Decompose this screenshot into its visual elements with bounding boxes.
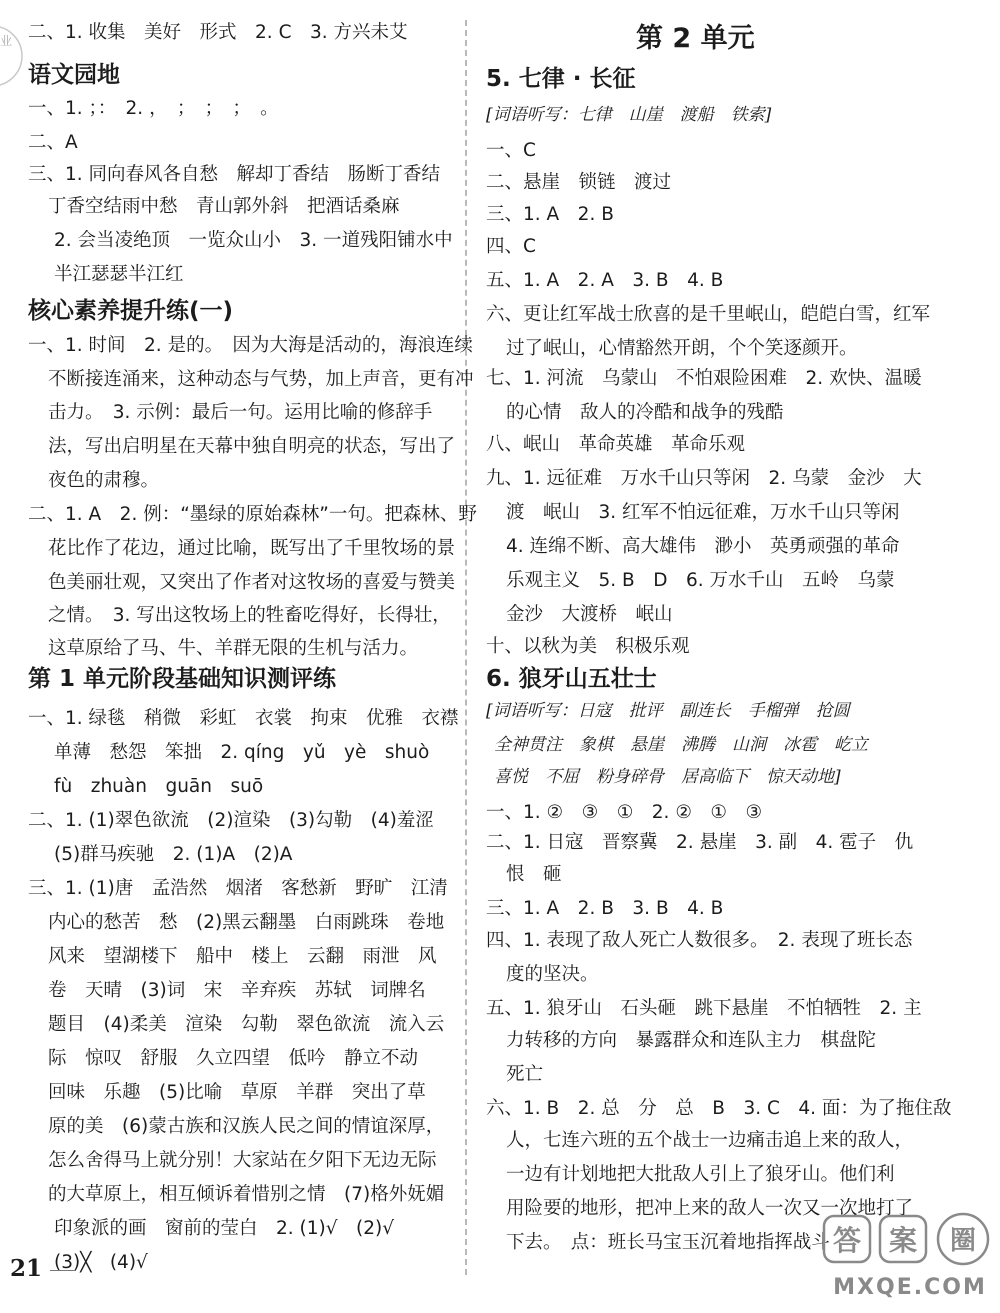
answer-line: 色美丽壮观，又突出了作者对这牧场的喜爱与赞美: [48, 572, 456, 593]
vocab-dictation: 喜悦 不屈 粉身碎骨 居高临下 惊天动地]: [494, 767, 841, 787]
answer-line: 击力。 3. 示例：最后一句。运用比喻的修辞手: [48, 402, 433, 423]
seal-text: 业: [0, 34, 13, 48]
answer-line: (3)╳ (4)√: [54, 1252, 148, 1273]
answer-line: 原的美 (6)蒙古族和汉族人民之间的情谊深厚，: [48, 1116, 445, 1137]
answer-line: 二、1. A 2. 例：“墨绿的原始森林”一句。把森林、野: [28, 504, 477, 525]
answer-line: 三、1. A 2. B 3. B 4. B: [486, 898, 724, 919]
seal-stamp: [0, 16, 24, 96]
answer-line: 力转移的方向 暴露群众和连队主力 棋盘陀: [506, 1030, 877, 1051]
section-heading-core: 核心素养提升练(一): [28, 298, 234, 324]
answer-line: 用险要的地形，把冲上来的敌人一次又一次地打了: [506, 1198, 914, 1219]
answer-line: 八、岷山 革命英雄 革命乐观: [486, 434, 746, 455]
watermark-char-2: 案: [888, 1224, 918, 1257]
answer-line: 金沙 大渡桥 岷山: [506, 604, 673, 625]
answer-line: 五、1. 狼牙山 石头砸 跳下悬崖 不怕牺牲 2. 主: [486, 998, 922, 1019]
watermark-logo: [818, 1210, 1000, 1309]
answer-line: 一、1. ② ③ ① 2. ② ① ③: [486, 802, 763, 823]
watermark-char-1: 答: [832, 1224, 862, 1257]
watermark-url: MXQE.COM: [833, 1275, 987, 1300]
watermark-char-3: 圈: [949, 1226, 977, 1256]
answer-line: 法，写出启明星在天幕中独自明亮的状态，写出了: [48, 436, 456, 457]
unit-title: 第 2 单元: [636, 23, 755, 54]
answer-line: 四、1. 表现了敌人死亡人数很多。 2. 表现了班长态: [486, 930, 913, 951]
answer-line: 三、1. 同向春风各自愁 解却丁香结 肠断丁香结: [28, 164, 441, 185]
answer-line: 渡 岷山 3. 红军不怕远征难，万水千山只等闲: [506, 502, 900, 523]
answer-line: 三、1. A 2. B: [486, 204, 614, 225]
answer-line: 题目 (4)柔美 渲染 勾勒 翠色欲流 流入云: [48, 1014, 445, 1035]
answer-line: 死亡: [506, 1064, 544, 1085]
answer-line: 乐观主义 5. B D 6. 万水千山 五岭 乌蒙: [506, 570, 895, 591]
answer-line: 二、1. 收集 美好 形式 2. C 3. 方兴未艾: [28, 22, 408, 43]
lesson-heading-5: 5. 七律 · 长征: [486, 66, 636, 92]
page-number-rule: [50, 1270, 76, 1271]
answer-line: 九、1. 远征难 万水千山只等闲 2. 乌蒙 金沙 大: [486, 468, 922, 489]
answer-line: 十、以秋为美 积极乐观: [486, 636, 690, 657]
vocab-dictation: 全神贯注 象棋 悬崖 沸腾 山涧 冰雹 屹立: [494, 735, 868, 755]
answer-line: 二、1. 日寇 晋察冀 2. 悬崖 3. 副 4. 雹子 仇: [486, 832, 914, 853]
answer-line: 二、1. (1)翠色欲流 (2)渲染 (3)勾勒 (4)羞涩: [28, 810, 434, 831]
answer-line: 卷 天晴 (3)词 宋 辛弃疾 苏轼 词牌名: [48, 980, 426, 1001]
answer-line: 六、1. B 2. 总 分 总 B 3. C 4. 面：为了拖住敌: [486, 1098, 952, 1119]
answer-line: 夜色的肃穆。: [48, 470, 160, 491]
answer-line: 回味 乐趣 (5)比喻 草原 羊群 突出了草: [48, 1082, 426, 1103]
answer-line: 五、1. A 2. A 3. B 4. B: [486, 270, 724, 291]
answer-line: 人，七连六班的五个战士一边痛击追上来的敌人，: [506, 1130, 914, 1151]
answer-line: 七、1. 河流 乌蒙山 不怕艰险困难 2. 欢快、温暖: [486, 368, 922, 389]
answer-line: 的大草原上，相互倾诉着惜别之情 (7)格外妩媚: [48, 1184, 445, 1205]
answer-line: (5)群马疾驰 2. (1)A (2)A: [54, 844, 293, 865]
answer-line: 过了岷山，心情豁然开朗，个个笑逐颜开。: [506, 338, 858, 359]
column-divider: [465, 20, 467, 1275]
answer-line: 不断接连涌来，这种动态与气势，加上声音，更有冲: [48, 369, 474, 390]
answer-line: 2. 会当凌绝顶 一览众山小 3. 一道残阳铺水中: [54, 230, 453, 251]
answer-line: 恨 砸: [506, 864, 562, 885]
answer-line: 二、悬崖 锁链 渡过: [486, 172, 672, 193]
answer-line: 单薄 愁怨 笨拙 2. qíng yǔ yè shuò: [54, 742, 430, 763]
answer-line: 4. 连绵不断、高大雄伟 渺小 英勇顽强的革命: [506, 536, 900, 557]
vocab-dictation: [词语听写：日寇 批评 副连长 手榴弹 抢圆: [486, 701, 850, 721]
answer-line: 的心情 敌人的冷酷和战争的残酷: [506, 402, 784, 423]
answer-line: 三、1. (1)唐 孟浩然 烟渚 客愁新 野旷 江清: [28, 878, 448, 899]
answer-line: 印象派的画 窗前的莹白 2. (1)√ (2)√: [54, 1218, 395, 1239]
answer-line: 际 惊叹 舒服 久立四望 低吟 静立不动: [48, 1048, 419, 1069]
answer-line: 这草原给了马、牛、羊群无限的生机与活力。: [48, 638, 419, 659]
answer-line: 花比作了花边，通过比喻，既写出了千里牧场的景: [48, 538, 456, 559]
vocab-dictation: [词语听写：七律 山崖 渡船 铁索]: [486, 105, 772, 125]
page-number: 21: [10, 1255, 43, 1282]
section-heading-unit1-test: 第 1 单元阶段基础知识测评练: [28, 666, 337, 692]
answer-line: fù zhuàn guān suō: [54, 776, 264, 797]
answer-line: 二、A: [28, 132, 78, 153]
answer-line: 六、更让红军战士欣喜的是千里岷山，皑皑白雪，红军: [486, 304, 931, 325]
answer-line: 一边有计划地把大批敌人引上了狼牙山。他们利: [506, 1164, 895, 1185]
answer-line: 下去。 点：班长马宝玉沉着地指挥战斗: [506, 1232, 830, 1253]
answer-line: 一、1. 时间 2. 是的。 因为大海是活动的，海浪连续: [28, 335, 473, 356]
answer-line: 怎么舍得马上就分别！大家站在夕阳下无边无际: [48, 1150, 437, 1171]
answer-line: 丁香空结雨中愁 青山郭外斜 把酒话桑麻: [48, 196, 400, 217]
answer-line: 度的坚决。: [506, 964, 599, 985]
answer-line: 风来 望湖楼下 船中 楼上 云翻 雨泄 风: [48, 946, 437, 967]
answer-line: 半江瑟瑟半江红: [54, 264, 184, 285]
lesson-heading-6: 6. 狼牙山五壮士: [486, 666, 657, 692]
answer-line: 内心的愁苦 愁 (2)黑云翻墨 白雨跳珠 卷地: [48, 912, 445, 933]
answer-line: 一、1. ；： 2. ， ； ； ； 。: [28, 98, 279, 119]
section-heading-garden: 语文园地: [28, 62, 120, 88]
answer-line: 一、C: [486, 140, 536, 161]
answer-line: 四、C: [486, 236, 536, 257]
answer-line: 一、1. 绿毯 稍微 彩虹 衣裳 拘束 优雅 衣襟: [28, 708, 459, 729]
answer-line: 之情。 3. 写出这牧场上的牲畜吃得好，长得壮，: [48, 605, 451, 626]
